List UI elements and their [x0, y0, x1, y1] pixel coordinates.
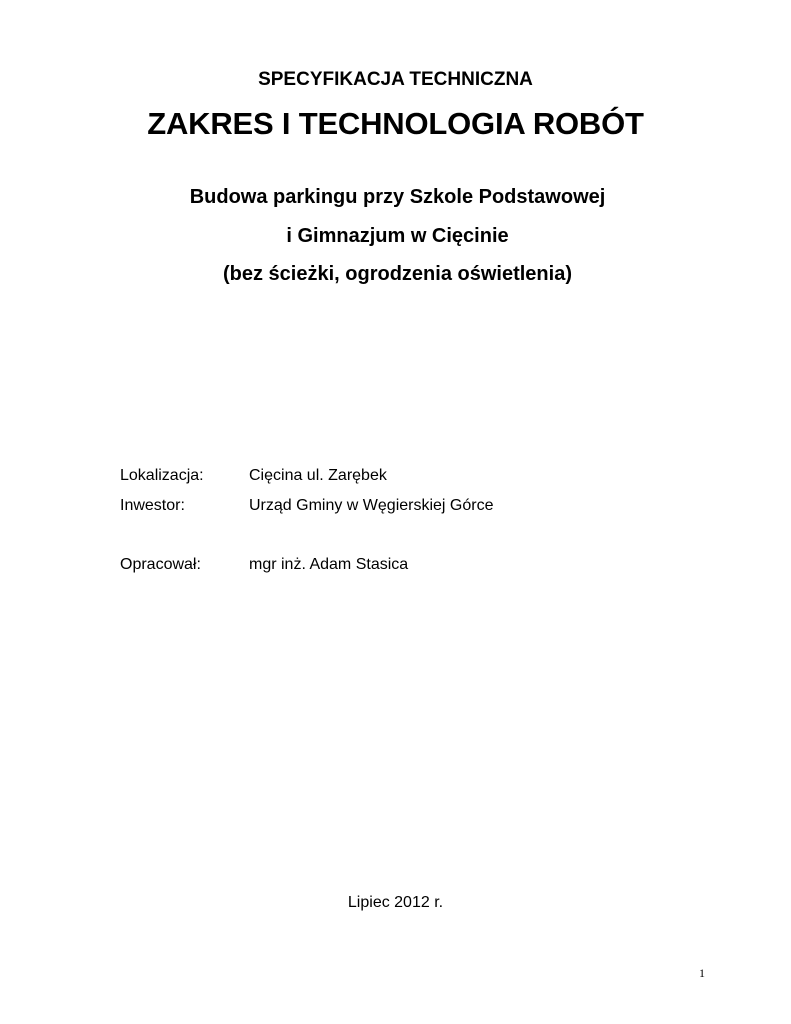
investor-label: Inwestor:	[120, 497, 185, 514]
document-type-heading: SPECYFIKACJA TECHNICZNA	[258, 69, 533, 90]
location-label: Lokalizacja:	[120, 467, 204, 484]
subject-line-1: Budowa parkingu przy Szkole Podstawowej	[189, 186, 606, 208]
document-title: ZAKRES I TECHNOLOGIA ROBÓT	[147, 106, 644, 141]
document-date: Lipiec 2012 r.	[347, 894, 444, 911]
author-label: Opracował:	[120, 556, 201, 573]
subject-line-2: i Gimnazjum w Cięcinie	[286, 225, 509, 247]
author-value: mgr inż. Adam Stasica	[249, 556, 409, 573]
subject-line-3: (bez ścieżki, ogrodzenia oświetlenia)	[223, 263, 572, 285]
page-number: 1	[699, 966, 705, 980]
investor-value: Urząd Gminy w Węgierskiej Górce	[249, 497, 494, 514]
location-value: Cięcina ul. Zarębek	[249, 467, 387, 484]
